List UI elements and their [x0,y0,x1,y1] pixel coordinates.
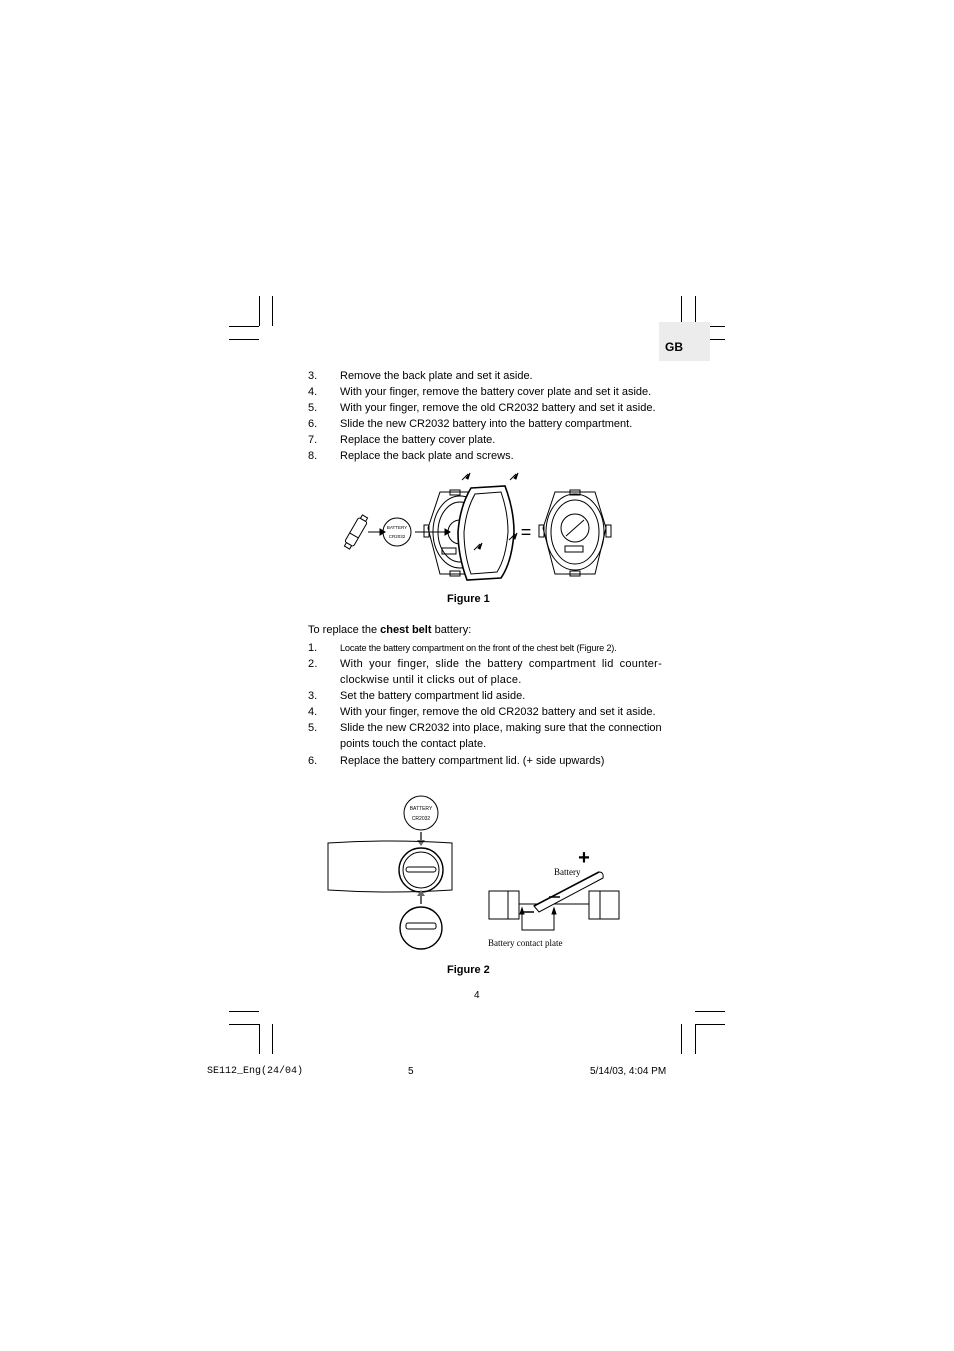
list-item [308,656,662,688]
footer-sheet-number: 5 [408,1066,414,1077]
footer-filename: SE112_Eng(24/04) [207,1066,304,1077]
list-item [308,400,662,416]
step-text: With your finger, remove the battery cover plate and set it aside. [340,386,652,398]
list-item [308,368,662,384]
figure2-illustration [320,790,630,960]
step-text: Remove the back plate and set it aside. [340,370,533,382]
step-text: Replace the battery cover plate. [340,434,496,446]
step-text: With your finger, slide the battery compartment lid counter-clockwise until it clicks out of place. [340,658,662,686]
crop-mark [229,326,259,327]
step-text: Slide the new CR2032 into place, making sure that the connection points touch the contact plate. [340,722,662,750]
intro-text: To replace the [308,624,381,636]
battery-callout-label: Battery [554,867,581,877]
crop-mark [695,1011,725,1012]
footer-timestamp: 5/14/03, 4:04 PM [590,1066,667,1077]
step-number: 6. [308,418,318,430]
step-number: 7. [308,434,318,446]
battery-cylinder-icon [343,514,370,550]
step-number: 3. [308,370,318,382]
step-number: 5. [308,722,318,734]
intro-text: battery: [431,624,472,636]
list-item [308,688,662,704]
coin-battery-model: CR2032 [388,534,406,539]
list-item [308,753,662,769]
page-number: 4 [474,990,480,1001]
step-text: Replace the back plate and screws. [340,450,514,462]
step-text: Set the battery compartment lid aside. [340,690,526,702]
step-number: 1. [308,642,318,654]
crop-mark [229,1024,259,1025]
coin-battery-label: BATTERY [386,525,408,530]
watch-case-closed-icon [539,490,611,576]
coin-battery-label: BATTERY [409,806,433,812]
step-number: 6. [308,755,318,767]
step-number: 4. [308,386,318,398]
plus-sign: + [578,847,590,869]
contact-block-right [589,891,619,919]
crop-mark [681,1024,682,1054]
crop-mark [695,1024,696,1054]
chest-belt-steps [308,640,662,769]
step-text: With your finger, remove the old CR2032 battery and set it aside. [340,402,656,414]
figure2-caption: Figure 2 [447,964,490,976]
coin-battery-icon [404,796,438,830]
language-tab [659,322,710,361]
step-text: Replace the battery compartment lid. (+ side upwards) [340,755,605,767]
crop-mark [229,339,259,340]
step-number: 8. [308,450,318,462]
intro-bold: chest belt [380,624,432,636]
list-item [308,416,662,432]
list-item [308,448,662,464]
coin-battery-model: CR2032 [411,816,431,822]
figure1-caption: Figure 1 [447,593,490,605]
step-number: 5. [308,402,318,414]
battery-cell-icon [534,872,603,912]
crop-mark [259,1024,260,1054]
step-text: Slide the new CR2032 battery into the battery compartment. [340,418,633,430]
list-item [308,384,662,400]
coin-battery-icon [383,518,411,546]
watch-battery-steps [308,368,662,464]
step-text: With your finger, remove the old CR2032 battery and set it aside. [340,706,656,718]
list-item [308,432,662,448]
figure1-illustration [330,470,620,585]
step-text: Locate the battery compartment on the front of the chest belt (Figure 2). [340,643,617,653]
crop-mark [259,296,260,326]
contact-plate-icon [522,912,554,930]
contact-plate-label: Battery contact plate [488,938,563,948]
list-item [308,640,662,656]
language-flag-icon: GB [665,340,683,354]
step-number: 3. [308,690,318,702]
step-number: 4. [308,706,318,718]
crop-mark [272,296,273,326]
equals-sign: = [520,522,532,542]
list-item [308,720,662,752]
compartment-slot-icon [406,867,436,872]
crop-mark [272,1024,273,1054]
step-number: 2. [308,658,318,670]
chest-belt-intro [308,624,471,636]
contact-block-left [489,891,519,919]
back-plate-icon [458,473,518,580]
crop-mark [695,1024,725,1025]
crop-mark [229,1011,259,1012]
list-item [308,704,662,720]
